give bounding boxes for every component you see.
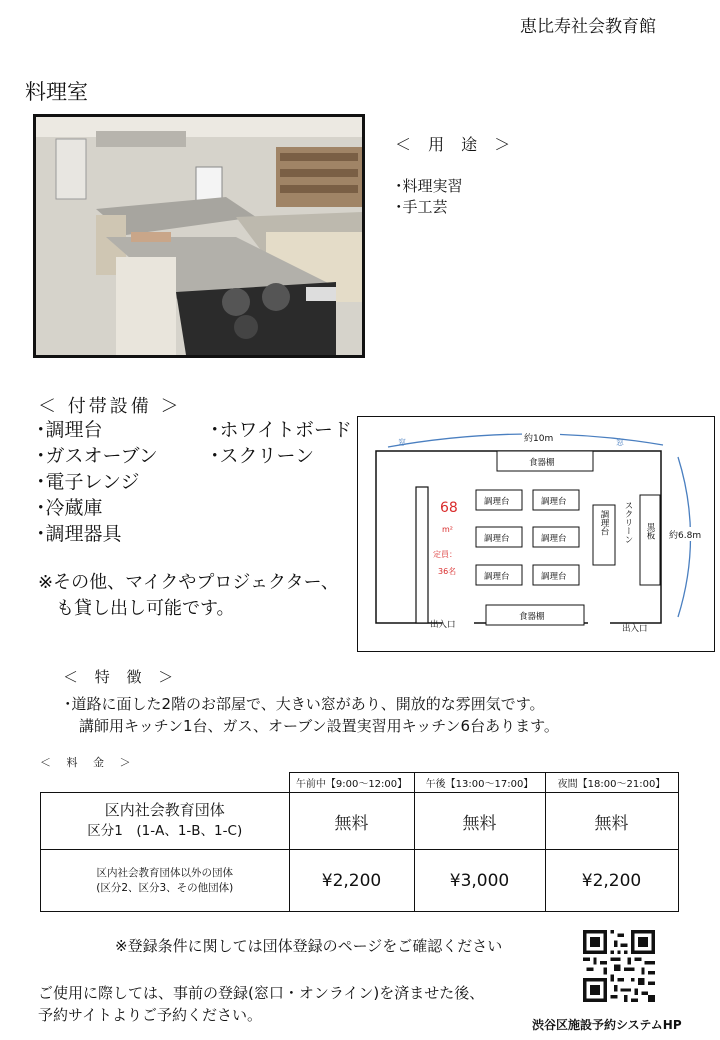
fee-row-label: 区内社会教育団体以外の団体 (区分2、区分3、その他団体) <box>41 850 290 912</box>
facility-name: 恵比寿社会教育館 <box>520 17 656 37</box>
equipment-item: ･ホワイトボード <box>210 419 352 441</box>
other-note-line: ※その他、マイクやプロジェクター、 <box>38 572 339 593</box>
features-line: 講師用キッチン1台、ガス、オーブン設置実習用キッチン6台あります。 <box>64 717 559 735</box>
cooking-table <box>533 527 579 547</box>
usage-item: ･手工芸 <box>395 198 448 216</box>
blackboard-label: 黒板 <box>645 522 655 540</box>
cooking-table <box>533 490 579 510</box>
fee-cell: 無料 <box>289 793 414 850</box>
svg-text:調理台: 調理台 <box>541 534 567 544</box>
capacity-value: 36名 <box>438 567 457 576</box>
width-dimension: 約10m <box>524 434 554 444</box>
equipment-item: ･スクリーン <box>210 445 315 467</box>
room-title: 料理室 <box>25 80 88 104</box>
svg-text:調理台: 調理台 <box>541 497 567 507</box>
cooking-table <box>533 565 579 585</box>
fee-cell: ¥2,200 <box>545 850 678 912</box>
equipment-heading: ＜ 付帯設備 ＞ <box>38 396 182 417</box>
equipment-item: ･電子レンジ <box>36 471 140 493</box>
floor-plan-diagram <box>358 417 714 651</box>
fee-column-header: 午前中【9:00～12:00】 <box>289 773 414 793</box>
fee-row <box>41 850 679 912</box>
fee-row <box>41 793 679 850</box>
area-unit: m² <box>442 525 453 534</box>
equipment-list-right <box>210 417 352 469</box>
fee-cell: 無料 <box>545 793 678 850</box>
usage-heading: ＜ 用 途 ＞ <box>395 135 517 154</box>
equipment-item: ･調理器具 <box>36 523 122 545</box>
equipment-item: ･冷蔵庫 <box>36 497 103 519</box>
floor-plan <box>357 416 715 652</box>
equipment-list-left <box>36 417 158 547</box>
other-note-line: も貸し出し可能です。 <box>38 598 235 619</box>
fee-cell: ¥3,000 <box>414 850 545 912</box>
qr-caption: 渋谷区施設予約システムHP <box>532 1018 682 1032</box>
svg-text:調理台: 調理台 <box>484 534 510 544</box>
window-label: 窓 <box>616 438 624 447</box>
fees-heading: ＜ 料 金 ＞ <box>40 756 137 769</box>
vertical-cooking-table: 調理台 <box>599 510 609 536</box>
fee-header-row <box>41 773 679 793</box>
top-shelf-label: 食器棚 <box>529 458 555 468</box>
svg-text:調理台: 調理台 <box>484 572 510 582</box>
cooking-table <box>476 565 522 585</box>
room-photo <box>33 114 365 358</box>
svg-text:調理台: 調理台 <box>484 497 510 507</box>
usage-instructions <box>38 982 484 1026</box>
registration-note: ※登録条件に関しては団体登録のページをご確認ください <box>115 937 503 955</box>
entrance-right: 出入口 <box>622 624 648 634</box>
equipment-other-note <box>38 570 358 622</box>
fee-cell: ¥2,200 <box>289 850 414 912</box>
capacity-label: 定員： <box>433 550 457 559</box>
window-label: 窓 <box>398 438 406 447</box>
fee-column-header: 午後【13:00～17:00】 <box>414 773 545 793</box>
usage-item: ･料理実習 <box>395 177 463 195</box>
area-value: 68 <box>440 500 458 516</box>
equipment-item: ･調理台 <box>36 419 103 441</box>
bottom-shelf-label: 食器棚 <box>519 612 545 622</box>
features-text <box>64 693 559 737</box>
depth-dimension: 約6.8m <box>669 531 702 541</box>
qr-code-image <box>583 930 655 1002</box>
kitchen-photo-illustration <box>36 117 362 355</box>
features-line: ･道路に面した2階のお部屋で、大きい窓があり、開放的な雰囲気です。 <box>64 695 545 713</box>
entrance-left: 出入口 <box>430 620 456 630</box>
fee-cell: 無料 <box>414 793 545 850</box>
usage-instruction-line: 予約サイトよりご予約ください。 <box>38 1006 262 1024</box>
fee-column-header: 夜間【18:00～21:00】 <box>545 773 678 793</box>
features-heading: ＜ 特 徴 ＞ <box>63 668 180 686</box>
screen-label: スクリーン <box>623 501 633 544</box>
fee-row-label: 区内社会教育団体 区分1 (1-A、1-B、1-C) <box>41 793 290 850</box>
svg-text:調理台: 調理台 <box>541 572 567 582</box>
equipment-item: ･ガスオーブン <box>36 445 158 467</box>
fee-table <box>40 772 679 912</box>
cooking-table <box>476 490 522 510</box>
usage-instruction-line: ご使用に際しては、事前の登録(窓口・オンライン)を済ませた後、 <box>38 984 485 1002</box>
usage-list <box>395 176 463 218</box>
qr-code[interactable] <box>583 930 655 1002</box>
cooking-table <box>476 527 522 547</box>
